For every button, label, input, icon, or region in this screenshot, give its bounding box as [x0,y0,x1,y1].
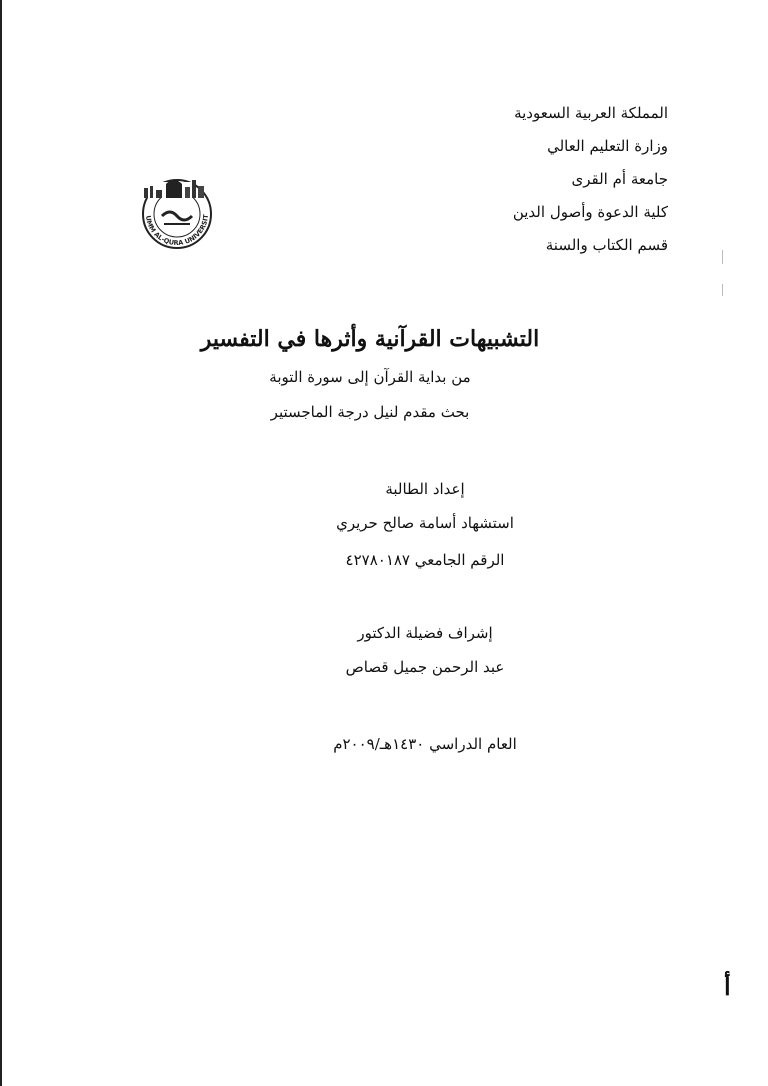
scan-edge [0,0,2,1086]
svg-text:UMM AL-QURA UNIVERSITY: UMM AL-QURA UNIVERSIT [143,214,211,248]
page-number: أ [724,972,731,1001]
supervisor-name: عبد الرحمن جميل قصاص [345,658,505,676]
header-line-country: المملكة العربية السعودية [514,104,668,122]
scan-marks [722,250,724,310]
student-university-id: الرقم الجامعي ٤٢٧٨٠١٨٧ [345,551,505,569]
header-line-ministry: وزارة التعليم العالي [547,137,668,155]
institution-header [408,97,668,262]
prepared-by-label: إعداد الطالبة [385,480,465,498]
thesis-title: التشبيهات القرآنية وأثرها في التفسير [200,326,540,352]
university-seal-logo [136,172,218,250]
thesis-purpose: بحث مقدم لنيل درجة الماجستير [270,403,470,421]
header-line-department: قسم الكتاب والسنة [545,236,668,254]
thesis-subtitle: من بداية القرآن إلى سورة التوبة [269,368,471,386]
supervisor-label: إشراف فضيلة الدكتور [357,624,493,642]
academic-year: العام الدراسي ١٤٣٠هـ/٢٠٠٩م [333,735,517,753]
university-seal-icon [136,172,218,250]
header-line-college: كلية الدعوة وأصول الدين [512,203,668,221]
header-line-university: جامعة أم القرى [571,170,668,188]
student-name: استشهاد أسامة صالح حريري [336,514,514,532]
